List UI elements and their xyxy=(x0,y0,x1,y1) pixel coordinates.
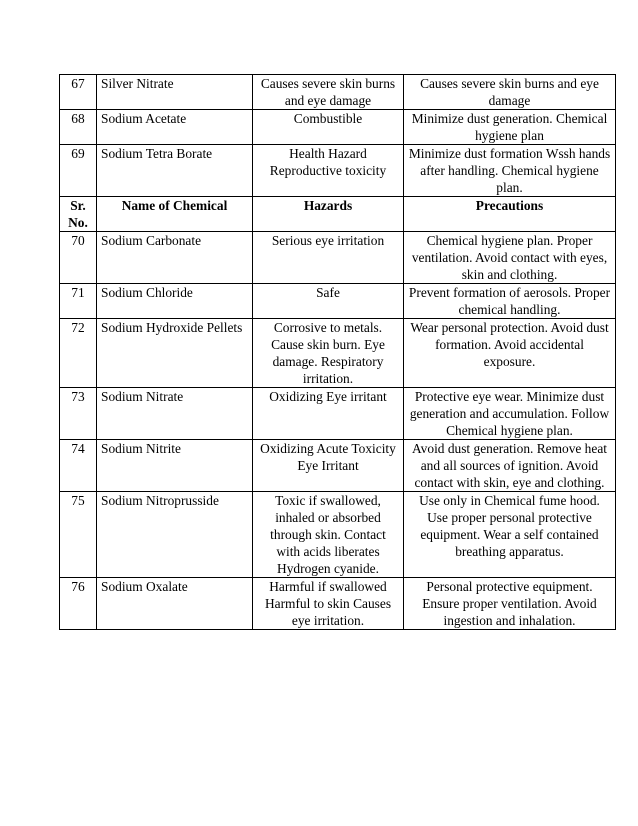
precautions-cell: Chemical hygiene plan. Proper ventilation. Avoid contact with eyes, skin and clothing. xyxy=(404,232,616,284)
sr-number-cell: 67 xyxy=(60,75,97,110)
table-row xyxy=(60,319,616,388)
sr-number-cell: 69 xyxy=(60,145,97,197)
header-sr-number: Sr. No. xyxy=(60,197,97,232)
precautions-cell: Personal protective equipment. Ensure proper ventilation. Avoid ingestion and inhalation. xyxy=(404,578,616,630)
table-row xyxy=(60,578,616,630)
sr-number-cell: 68 xyxy=(60,110,97,145)
table-row xyxy=(60,492,616,578)
table-header-row xyxy=(60,197,616,232)
header-precautions: Precautions xyxy=(404,197,616,232)
hazards-cell: Combustible xyxy=(253,110,404,145)
chemical-name-cell: Sodium Tetra Borate xyxy=(97,145,253,197)
table-row xyxy=(60,145,616,197)
table-row xyxy=(60,388,616,440)
table-body-top xyxy=(60,75,616,630)
sr-number-cell: 75 xyxy=(60,492,97,578)
hazards-cell: Harmful if swallowed Harmful to skin Causes eye irritation. xyxy=(253,578,404,630)
table-row xyxy=(60,75,616,110)
table-row xyxy=(60,232,616,284)
sr-number-cell: 74 xyxy=(60,440,97,492)
chemical-name-cell: Sodium Hydroxide Pellets xyxy=(97,319,253,388)
chemical-name-cell: Sodium Nitrite xyxy=(97,440,253,492)
hazards-cell: Corrosive to metals. Cause skin burn. Eye damage. Respiratory irritation. xyxy=(253,319,404,388)
chemical-safety-table xyxy=(59,74,616,630)
chemical-name-cell: Sodium Acetate xyxy=(97,110,253,145)
hazards-cell: Oxidizing Acute Toxicity Eye Irritant xyxy=(253,440,404,492)
header-hazards: Hazards xyxy=(253,197,404,232)
precautions-cell: Causes severe skin burns and eye damage xyxy=(404,75,616,110)
sr-number-cell: 70 xyxy=(60,232,97,284)
header-chemical-name: Name of Chemical xyxy=(97,197,253,232)
sr-number-cell: 71 xyxy=(60,284,97,319)
precautions-cell: Wear personal protection. Avoid dust formation. Avoid accidental exposure. xyxy=(404,319,616,388)
precautions-cell: Minimize dust generation. Chemical hygiene plan xyxy=(404,110,616,145)
hazards-cell: Safe xyxy=(253,284,404,319)
hazards-cell: Health Hazard Reproductive toxicity xyxy=(253,145,404,197)
sr-number-cell: 73 xyxy=(60,388,97,440)
hazards-cell: Serious eye irritation xyxy=(253,232,404,284)
chemical-name-cell: Sodium Nitrate xyxy=(97,388,253,440)
hazards-cell: Causes severe skin burns and eye damage xyxy=(253,75,404,110)
chemical-name-cell: Sodium Chloride xyxy=(97,284,253,319)
precautions-cell: Minimize dust formation Wssh hands after handling. Chemical hygiene plan. xyxy=(404,145,616,197)
chemical-name-cell: Sodium Carbonate xyxy=(97,232,253,284)
table-row xyxy=(60,284,616,319)
chemical-name-cell: Sodium Nitroprusside xyxy=(97,492,253,578)
chemical-name-cell: Sodium Oxalate xyxy=(97,578,253,630)
precautions-cell: Protective eye wear. Minimize dust generation and accumulation. Follow Chemical hygiene plan. xyxy=(404,388,616,440)
precautions-cell: Use only in Chemical fume hood. Use proper personal protective equipment. Wear a self contained breathing apparatus. xyxy=(404,492,616,578)
chemical-name-cell: Silver Nitrate xyxy=(97,75,253,110)
precautions-cell: Avoid dust generation. Remove heat and all sources of ignition. Avoid contact with skin, eye and clothing. xyxy=(404,440,616,492)
sr-number-cell: 76 xyxy=(60,578,97,630)
hazards-cell: Toxic if swallowed, inhaled or absorbed through skin. Contact with acids liberates Hydrogen cyanide. xyxy=(253,492,404,578)
precautions-cell: Prevent formation of aerosols. Proper chemical handling. xyxy=(404,284,616,319)
sr-number-cell: 72 xyxy=(60,319,97,388)
table-row xyxy=(60,110,616,145)
table-row xyxy=(60,440,616,492)
hazards-cell: Oxidizing Eye irritant xyxy=(253,388,404,440)
